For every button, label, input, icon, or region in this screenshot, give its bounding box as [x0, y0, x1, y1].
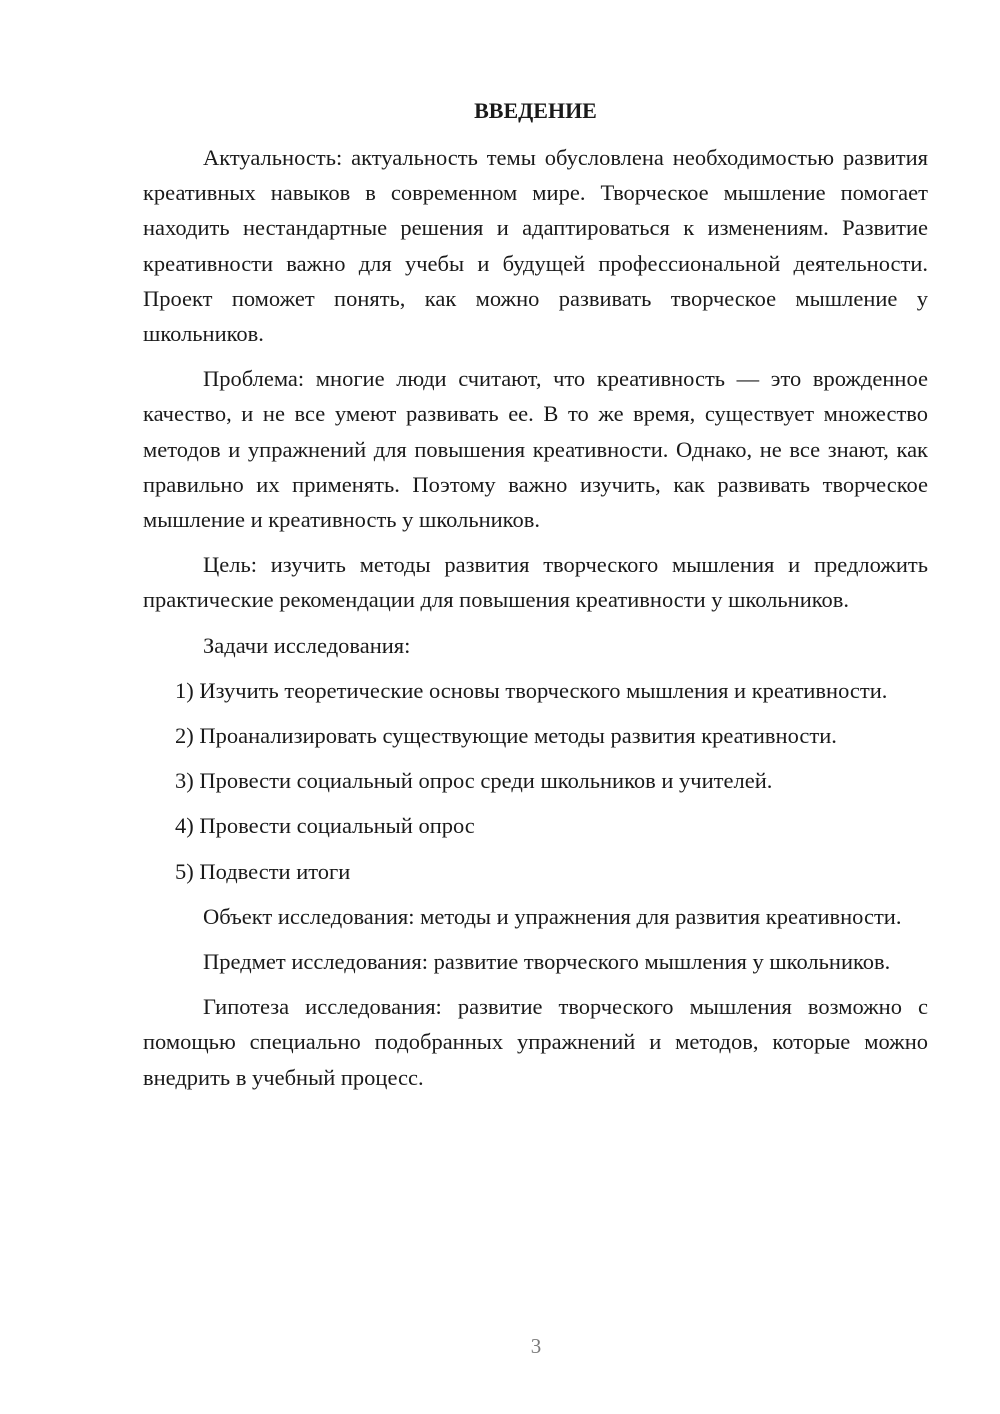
page-number: 3: [530, 1334, 542, 1358]
paragraph-subject: Предмет исследования: развитие творческого мышления у школьников.: [203, 949, 891, 975]
task-item-1: 1) Изучить теоретические основы творческого мышления и креативности.: [175, 677, 888, 703]
task-item-2: 2) Проанализировать существующие методы развития креативности.: [175, 723, 837, 749]
task-item-3: 3) Провести социальный опрос среди школьников и учителей.: [175, 768, 773, 794]
paragraph-tasks-heading: Задачи исследования:: [203, 632, 411, 658]
paragraph-goal: Цель: изучить методы развития творческого мышления и предложить практические рекомендации для повышения креативности у школьников.: [143, 552, 928, 613]
paragraph-hypothesis: Гипотеза исследования: развитие творческого мышления возможно с помощью специально подобранных упражнений и методов, которые можно внедрить в учебный процесс.: [143, 994, 928, 1090]
paragraph-problem: Проблема: многие люди считают, что креативность — это врожденное качество, и не все умеют развивать ее. В то же время, существует множество методов и упражнений для повышения креативности. Однако, не все знают, как правильно их применять. Поэтому важно изучить, как развивать творческое мышление и креативность у школьников.: [143, 366, 928, 533]
task-item-4: 4) Провести социальный опрос: [175, 813, 475, 839]
paragraph-object: Объект исследования: методы и упражнения для развития креативности.: [203, 903, 902, 929]
paragraph-relevance: Актуальность: актуальность темы обусловлена необходимостью развития креативных навыков в современном мире. Творческое мышление помогает находить нестандартные решения и адаптироваться к изменениям. Развитие креативности важно для учебы и будущей профессиональной деятельности. Проект поможет понять, как можно развивать творческое мышление у школьников.: [143, 145, 928, 347]
task-item-5: 5) Подвести итоги: [175, 858, 351, 884]
page-content: [143, 93, 928, 1105]
section-title: ВВЕДЕНИЕ: [474, 98, 597, 123]
